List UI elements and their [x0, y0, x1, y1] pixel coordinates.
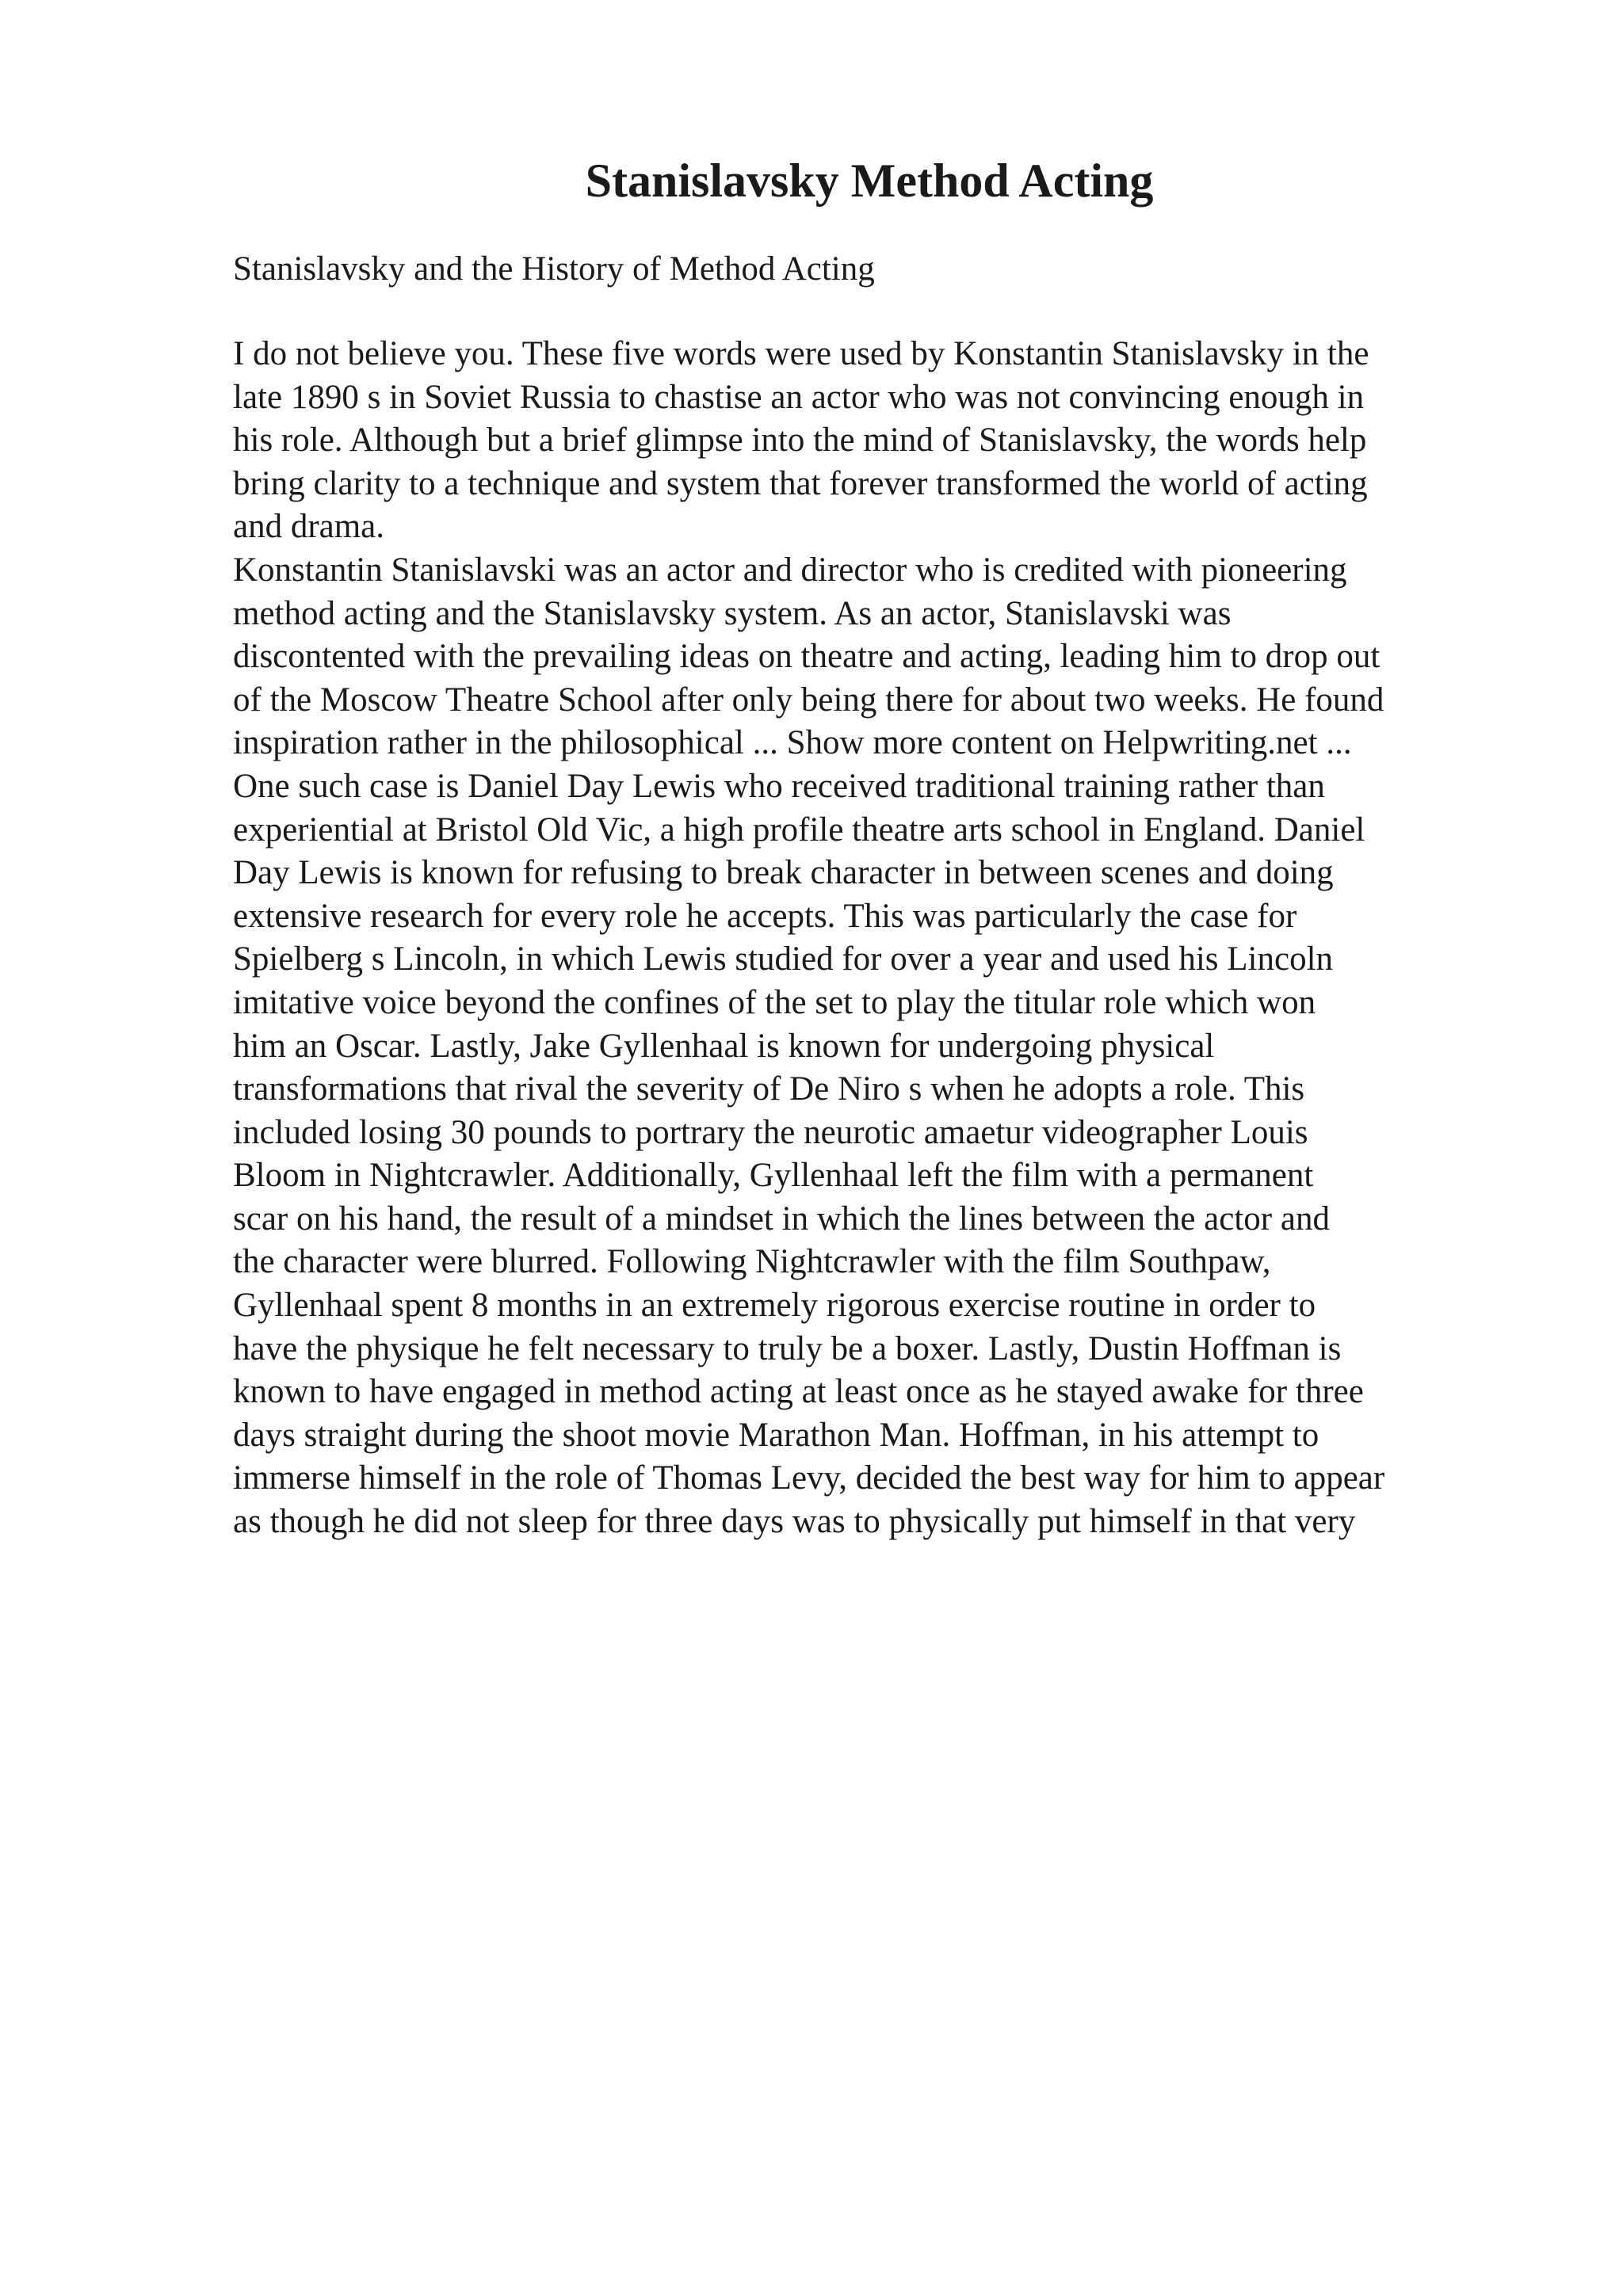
body-line: late 1890 s in Soviet Russia to chastise an actor who was not convincing enough in — [233, 378, 1365, 416]
body-line: the character were blurred. Following Nightcrawler with the film Southpaw, — [233, 1243, 1271, 1281]
body-line: known to have engaged in method acting at least once as he stayed awake for three — [233, 1373, 1364, 1411]
body-line: and drama. — [233, 508, 385, 546]
body-line: transformations that rival the severity of De Niro s when he adopts a role. This — [233, 1070, 1305, 1108]
body-line: Gyllenhaal spent 8 months in an extremely rigorous exercise routine in order to — [233, 1287, 1316, 1325]
body-line: him an Oscar. Lastly, Jake Gyllenhaal is known for undergoing physical — [233, 1027, 1215, 1065]
body-line: immerse himself in the role of Thomas Levy, decided the best way for him to appear — [233, 1459, 1385, 1497]
body-line: scar on his hand, the result of a mindset in which the lines between the actor and — [233, 1199, 1330, 1238]
document-body — [233, 333, 1485, 1544]
body-line: have the physique he felt necessary to truly be a boxer. Lastly, Dustin Hoffman is — [233, 1329, 1342, 1367]
body-line: One such case is Daniel Day Lewis who received traditional training rather than — [233, 767, 1325, 805]
body-line: days straight during the shoot movie Marathon Man. Hoffman, in his attempt to — [233, 1416, 1319, 1454]
body-line: experiential at Bristol Old Vic, a high profile theatre arts school in England. Daniel — [233, 810, 1365, 849]
document-subtitle: Stanislavsky and the History of Method Acting — [233, 250, 875, 288]
body-line: of the Moscow Theatre School after only being there for about two weeks. He found — [233, 681, 1384, 719]
body-line: method acting and the Stanislavsky system. As an actor, Stanislavski was — [233, 594, 1232, 632]
body-line: bring clarity to a technique and system that forever transformed the world of acting — [233, 464, 1368, 502]
body-line: Konstantin Stanislavski was an actor and director who is credited with pioneering — [233, 551, 1347, 589]
body-line: his role. Although but a brief glimpse into the mind of Stanislavsky, the words help — [233, 421, 1367, 460]
body-line: extensive research for every role he accepts. This was particularly the case for — [233, 897, 1297, 935]
body-line: as though he did not sleep for three days was to physically put himself in that very — [233, 1503, 1356, 1541]
body-line: inspiration rather in the philosophical ... Show more content on Helpwriting.net ... — [233, 724, 1352, 762]
body-line: Bloom in Nightcrawler. Additionally, Gyllenhaal left the film with a permanent — [233, 1157, 1314, 1195]
body-line: Day Lewis is known for refusing to break character in between scenes and doing — [233, 854, 1334, 892]
body-line: I do not believe you. These five words were used by Konstantin Stanislavsky in the — [233, 335, 1369, 372]
body-line: discontented with the prevailing ideas on theatre and acting, leading him to drop out — [233, 638, 1381, 676]
document-title: Stanislavsky Method Acting — [585, 154, 1154, 207]
body-line: included losing 30 pounds to portrary the neurotic amaetur videographer Louis — [233, 1113, 1308, 1151]
body-line: Spielberg s Lincoln, in which Lewis studied for over a year and used his Lincoln — [233, 940, 1334, 978]
body-line: imitative voice beyond the confines of the set to play the titular role which won — [233, 983, 1316, 1021]
